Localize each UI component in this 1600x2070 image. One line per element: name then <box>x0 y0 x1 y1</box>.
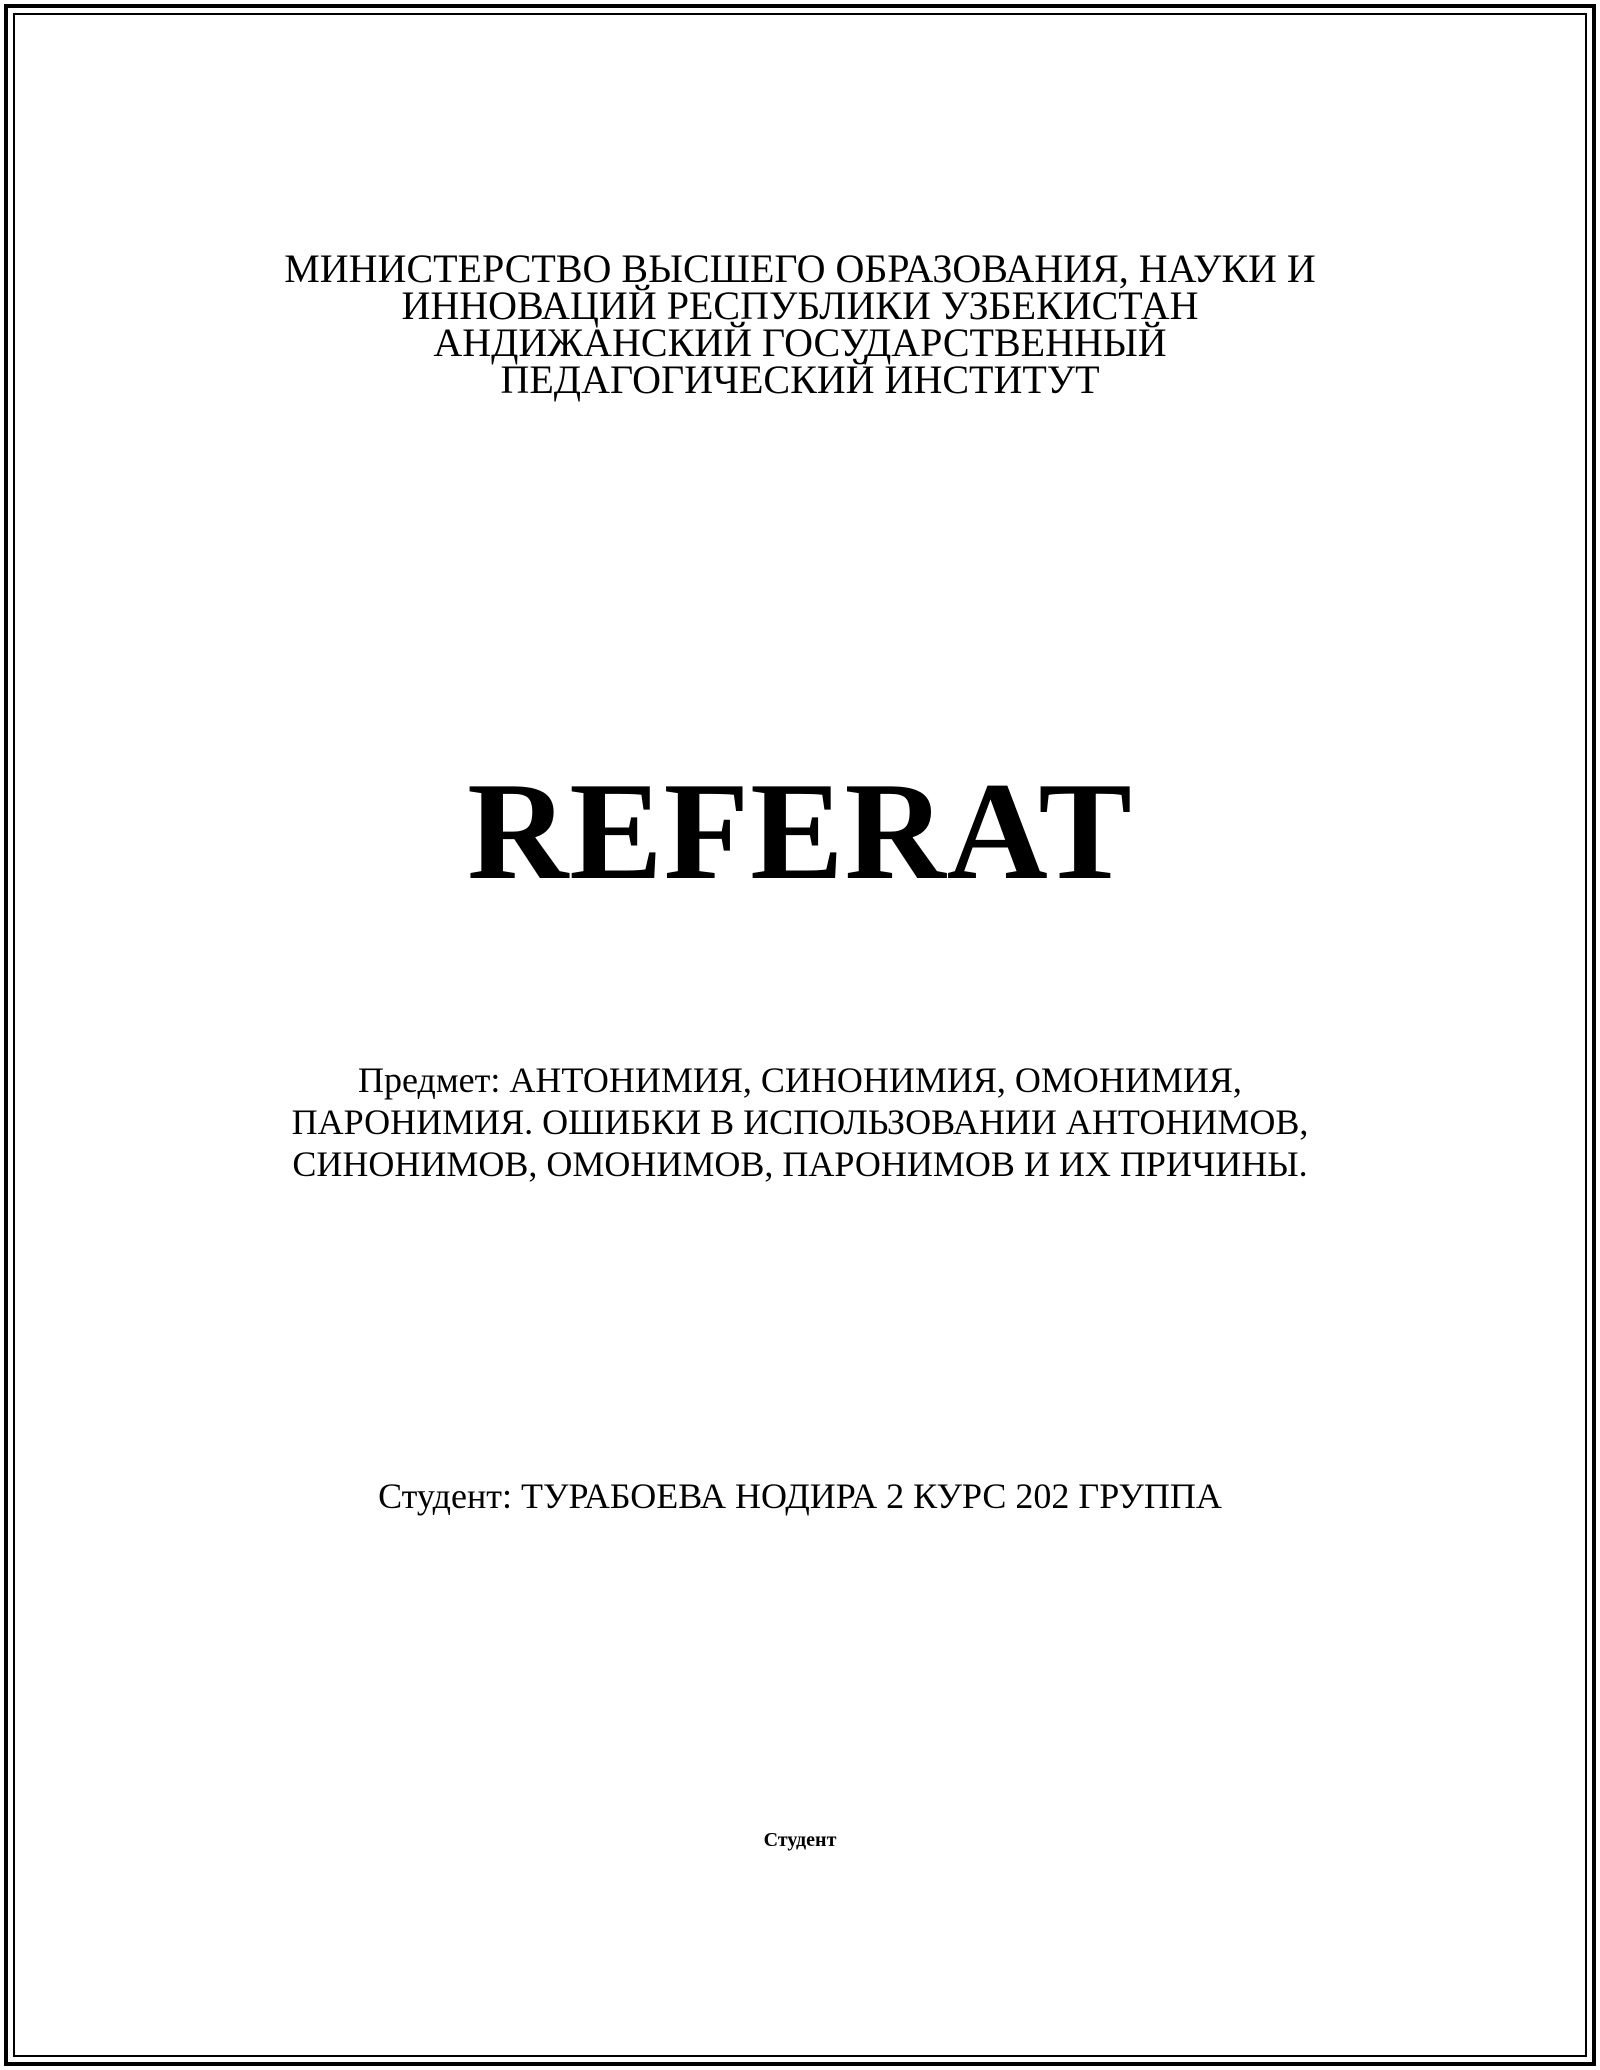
student-info: Студент: ТУРАБОЕВА НОДИРА 2 КУРС 202 ГРУППА <box>378 1476 1222 1516</box>
subject-block <box>0 1059 1600 1185</box>
subject-line: СИНОНИМОВ, ОМОНИМОВ, ПАРОНИМОВ И ИХ ПРИЧИНЫ. <box>292 1144 1308 1184</box>
footer-label: Студент <box>763 1829 837 1851</box>
document-title: REFERAT <box>467 754 1133 909</box>
header-line: МИНИСТЕРСТВО ВЫСШЕГО ОБРАЗОВАНИЯ, НАУКИ И <box>284 246 1316 291</box>
ministry-header <box>0 246 1600 402</box>
subject-line: Предмет: АНТОНИМИЯ, СИНОНИМИЯ, ОМОНИМИЯ, <box>358 1060 1242 1100</box>
header-line: ИННОВАЦИЙ РЕСПУБЛИКИ УЗБЕКИСТАН <box>401 283 1199 328</box>
subject-line: ПАРОНИМИЯ. ОШИБКИ В ИСПОЛЬЗОВАНИИ АНТОНИМОВ, <box>291 1102 1309 1142</box>
header-line: АНДИЖАНСКИЙ ГОСУДАРСТВЕННЫЙ <box>433 320 1167 365</box>
header-line: ПЕДАГОГИЧЕСКИЙ ИНСТИТУТ <box>500 357 1100 402</box>
